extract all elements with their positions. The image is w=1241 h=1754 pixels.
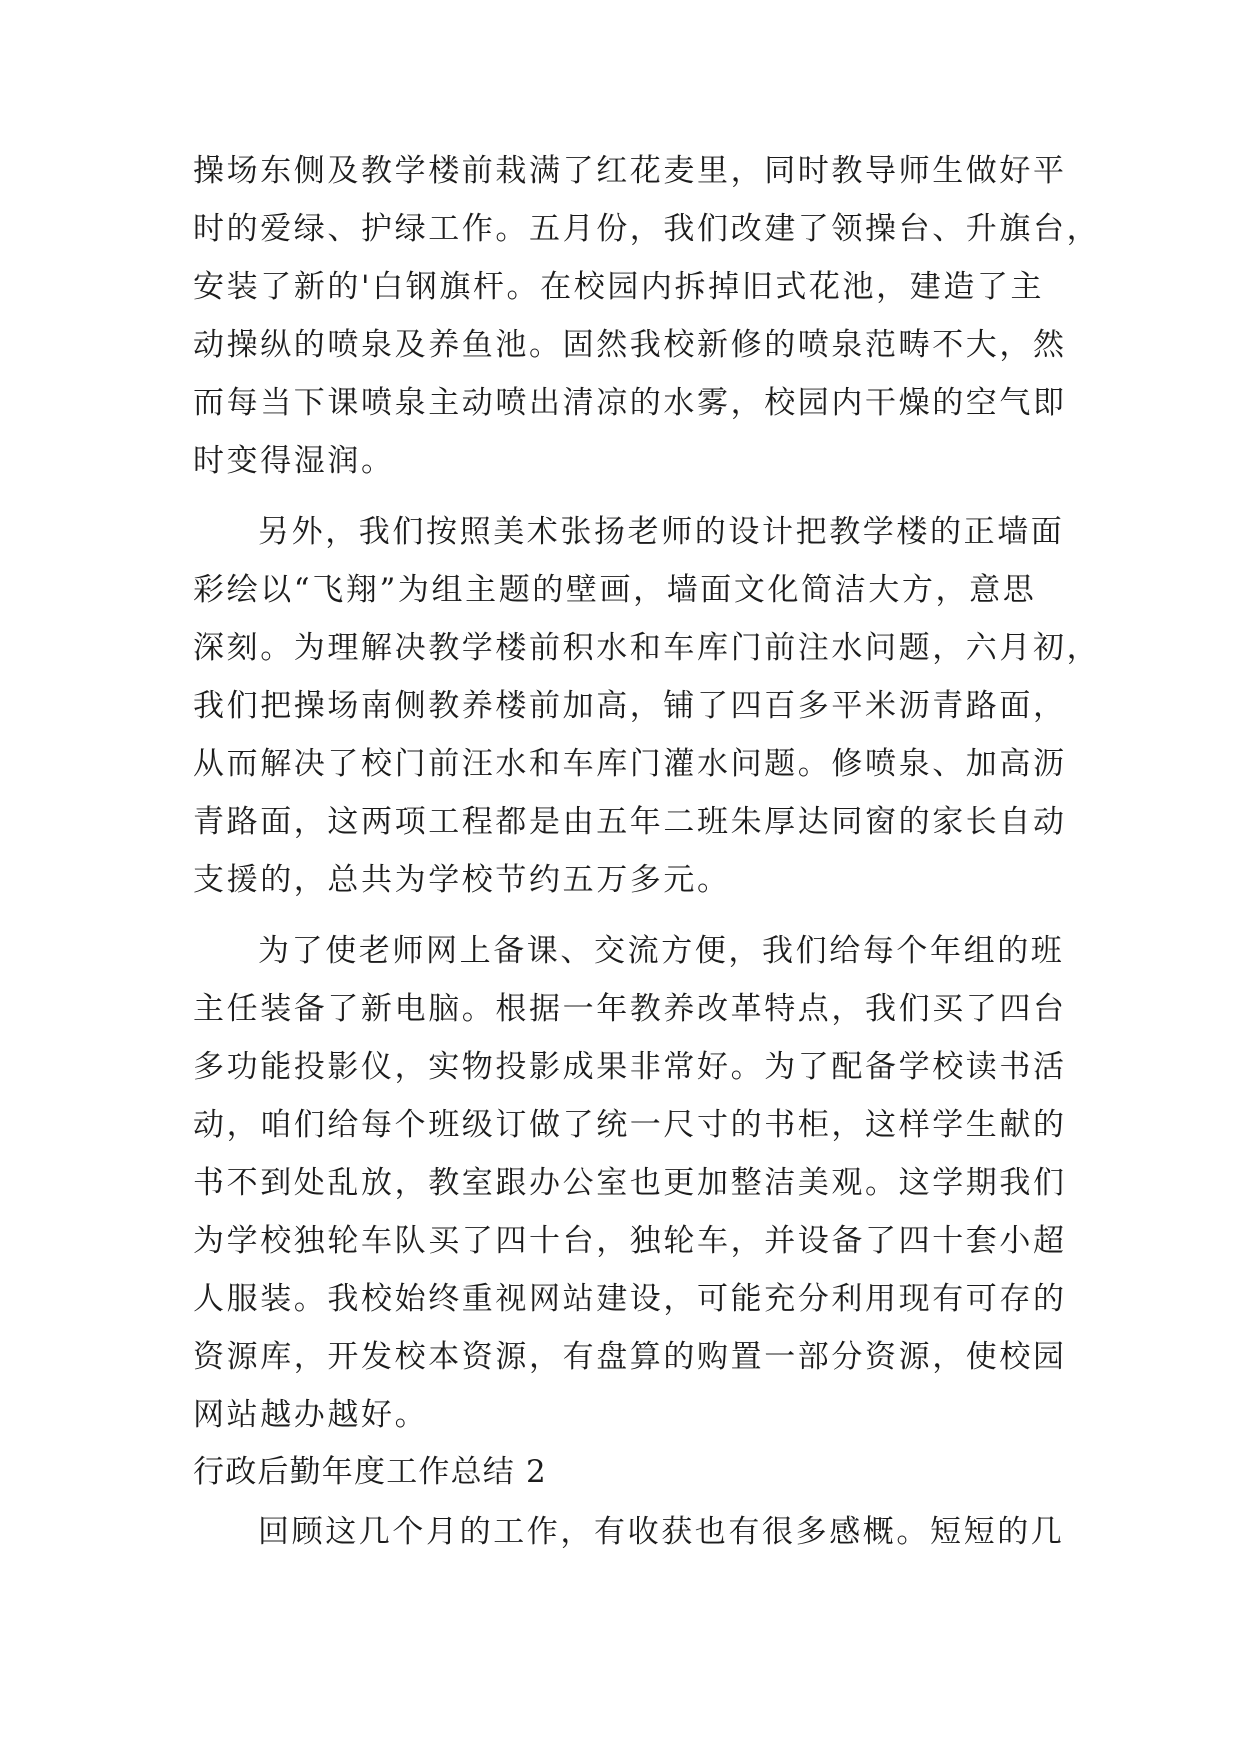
body-text-line: 彩绘以“飞翔”为组主题的壁画，墙面文化简洁大方，意思 (193, 572, 1037, 608)
body-text-line: 操场东侧及教学楼前栽满了红花麦里，同时教导师生做好平 (193, 153, 1067, 189)
paragraph-first-line: 另外，我们按照美术张扬老师的设计把教学楼的正墙面 (258, 514, 1065, 550)
body-text-line: 我们把操场南侧教养楼前加高，铺了四百多平米沥青路面， (193, 688, 1067, 724)
body-text-line: 从而解决了校门前汪水和车库门灌水问题。修喷泉、加高沥 (193, 746, 1067, 782)
body-text-line: 支援的，总共为学校节约五万多元。 (193, 862, 731, 898)
paragraph-first-line: 回顾这几个月的工作，有收获也有很多感概。短短的几 (258, 1514, 1065, 1550)
body-text-line: 安装了新的'白钢旗杆。在校园内拆掉旧式花池，建造了主 (193, 269, 1045, 305)
body-text-line: 主任装备了新电脑。根据一年教养改革特点，我们买了四台 (193, 991, 1067, 1027)
body-text-line: 而每当下课喷泉主动喷出清凉的水雾，校园内干燥的空气即 (193, 385, 1067, 421)
body-text-line: 时变得湿润。 (193, 443, 395, 479)
body-text-line: 动操纵的喷泉及养鱼池。固然我校新修的喷泉范畴不大，然 (193, 327, 1067, 363)
body-text-line: 书不到处乱放，教室跟办公室也更加整洁美观。这学期我们 (193, 1165, 1067, 1201)
body-text-line: 人服装。我校始终重视网站建设，可能充分利用现有可存的 (193, 1281, 1067, 1317)
paragraph-first-line: 为了使老师网上备课、交流方便，我们给每个年组的班 (258, 933, 1065, 969)
body-text-line: 青路面，这两项工程都是由五年二班朱厚达同窗的家长自动 (193, 804, 1067, 840)
body-text-line: 为学校独轮车队买了四十台，独轮车，并设备了四十套小超 (193, 1223, 1067, 1259)
body-text-line: 深刻。为理解决教学楼前积水和车库门前注水问题，六月初， (193, 630, 1101, 666)
body-text-line: 网站越办越好。 (193, 1397, 429, 1433)
body-text-line: 动，咱们给每个班级订做了统一尺寸的书柜，这样学生献的 (193, 1107, 1067, 1143)
body-text-line: 资源库，开发校本资源，有盘算的购置一部分资源，使校园 (193, 1339, 1067, 1375)
body-text-line: 时的爱绿、护绿工作。五月份，我们改建了领操台、升旗台， (193, 211, 1101, 247)
body-text-line: 多功能投影仪，实物投影成果非常好。为了配备学校读书活 (193, 1049, 1067, 1085)
section-heading: 行政后勤年度工作总结 2 (193, 1454, 547, 1490)
